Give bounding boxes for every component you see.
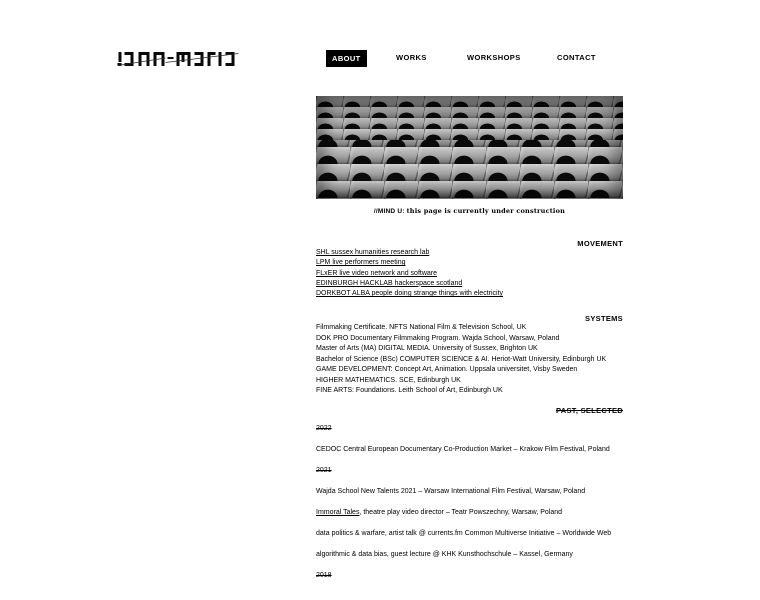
- notice-text: this page is currently under construction: [406, 207, 566, 215]
- systems-item: HIGHER MATHEMATICS. SCE, Edinburgh UK: [316, 376, 461, 384]
- movement-link-lpm[interactable]: LPM live performers meeting: [316, 259, 406, 267]
- list-item: [316, 279, 623, 289]
- movement-link-flxer[interactable]: FLxER live video network and software: [316, 269, 437, 277]
- past-event: Wajda School New Talents 2021 – Warsaw International Film Festival, Warsaw, Poland: [316, 488, 586, 496]
- year-label: 2022: [316, 425, 332, 433]
- past-event: data politics & warfare, artist talk @ currents.fm Common Multiverse Initiative – Worldwide Web: [316, 530, 612, 538]
- systems-item: Master of Arts (MA) DIGITAL MEDIA. University of Sussex, Brighton UK: [316, 345, 538, 353]
- past-entries: [316, 425, 623, 580]
- immoral-tales-link[interactable]: Immoral Tales: [316, 509, 360, 517]
- movement-link-dorkbot-alba[interactable]: DORKBOT ALBA people doing strange things with electricity: [316, 290, 504, 298]
- past-event: CEDOC Central European Documentary Co-Production Market – Krakow Film Festival, Poland: [316, 446, 610, 454]
- main-content: [316, 96, 623, 580]
- roof-tiles-image: [316, 96, 623, 199]
- systems-item: Bachelor of Science (BSc) COMPUTER SCIENCE & AI. Heriot-Watt University, Edinburgh UK: [316, 355, 607, 363]
- list-item: [316, 258, 623, 268]
- systems-item: Filmmaking Certificate. NFTS National Film & Television School, UK: [316, 324, 527, 332]
- list-item: [316, 289, 623, 299]
- nav-tab-workshops[interactable]: WORKSHOPS: [467, 53, 521, 62]
- past-event: algorithmic & data bias, guest lecture @ KHK Kunsthochschule – Kassel, Germany: [316, 551, 573, 559]
- image-vignette: [316, 96, 623, 199]
- nav-tab-contact[interactable]: CONTACT: [557, 53, 596, 62]
- list-item: [316, 269, 623, 279]
- year-label: 2018: [316, 572, 332, 580]
- nav-tab-works[interactable]: WORKS: [396, 53, 427, 62]
- movement-link-shl[interactable]: SHL sussex humanities research lab: [316, 249, 430, 256]
- movement-list: [316, 248, 623, 299]
- nav-tab-about[interactable]: ABOUT: [326, 50, 367, 67]
- notice-prefix: //MIND U:: [373, 208, 407, 215]
- under-construction-notice: [316, 207, 623, 216]
- section-title-past-selected: PAST, SELECTED: [556, 406, 623, 416]
- ioann-maria-logo[interactable]: [112, 49, 245, 67]
- systems-item: GAME DEVELOPMENT: Concept Art, Animation. Uppsala universitet, Visby Sweden: [316, 366, 578, 374]
- systems-list: [316, 323, 623, 396]
- section-title-systems: SYSTEMS: [585, 314, 623, 324]
- section-title-movement: MOVEMENT: [577, 239, 623, 248]
- past-event-rest: , theatre play video director – Teatr Powszechny, Warsaw, Poland: [359, 509, 563, 517]
- ioann-maria-logo-icon: [112, 49, 245, 67]
- past-event: [316, 509, 623, 517]
- year-label: 2021: [316, 467, 332, 475]
- systems-item: FINE ARTS: Foundations. Leith School of Art, Edinburgh UK: [316, 386, 503, 394]
- list-item: [316, 248, 623, 258]
- movement-link-edinburgh-hacklab[interactable]: EDINBURGH HACKLAB hackerspace scotland: [316, 279, 463, 287]
- systems-item: DOK PRO Documentary Filmmaking Program. Wajda School, Warsaw, Poland: [316, 334, 560, 342]
